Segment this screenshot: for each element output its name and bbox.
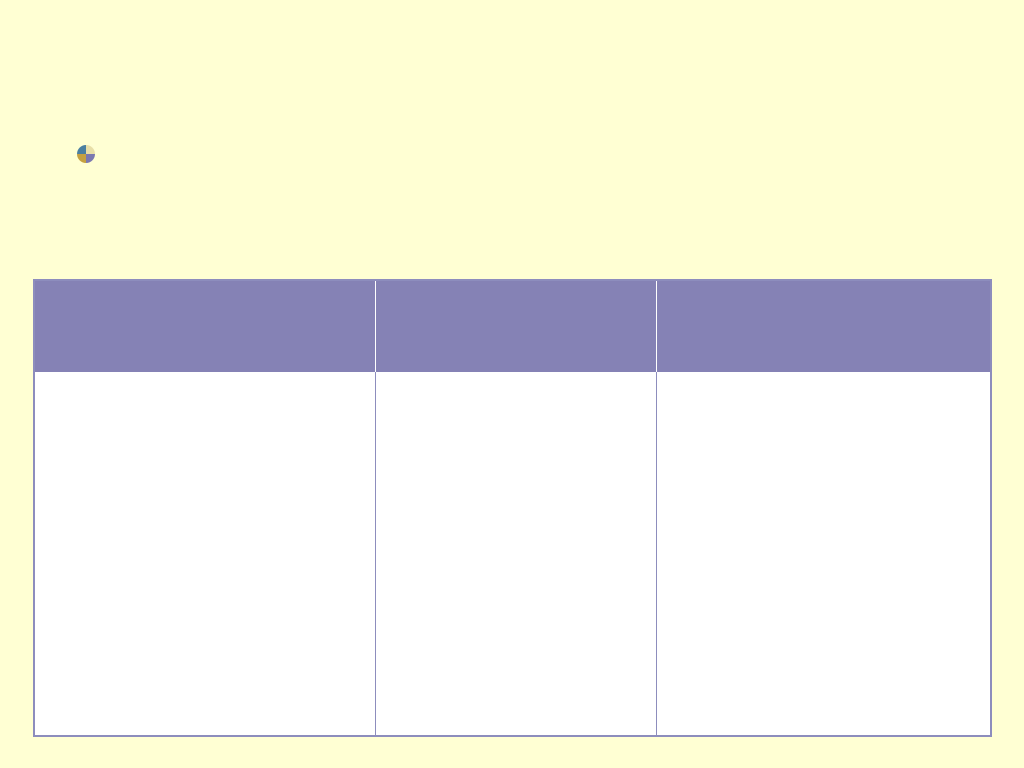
- header-social-structures: [34, 280, 375, 372]
- integrating-mechanisms-cell: [657, 372, 991, 736]
- header-core-features: [375, 280, 656, 372]
- quartered-circle-bullet-icon: [76, 144, 96, 164]
- header-integrating-mechanisms: [657, 280, 991, 372]
- requirements-table: [33, 279, 992, 737]
- table-row: [34, 372, 991, 736]
- top-decorative-band: [25, 8, 1000, 46]
- social-structures-cell: [34, 372, 375, 736]
- table-header-row: [34, 280, 991, 372]
- bottom-decorative-band: [33, 757, 983, 768]
- core-features-cell: [375, 372, 656, 736]
